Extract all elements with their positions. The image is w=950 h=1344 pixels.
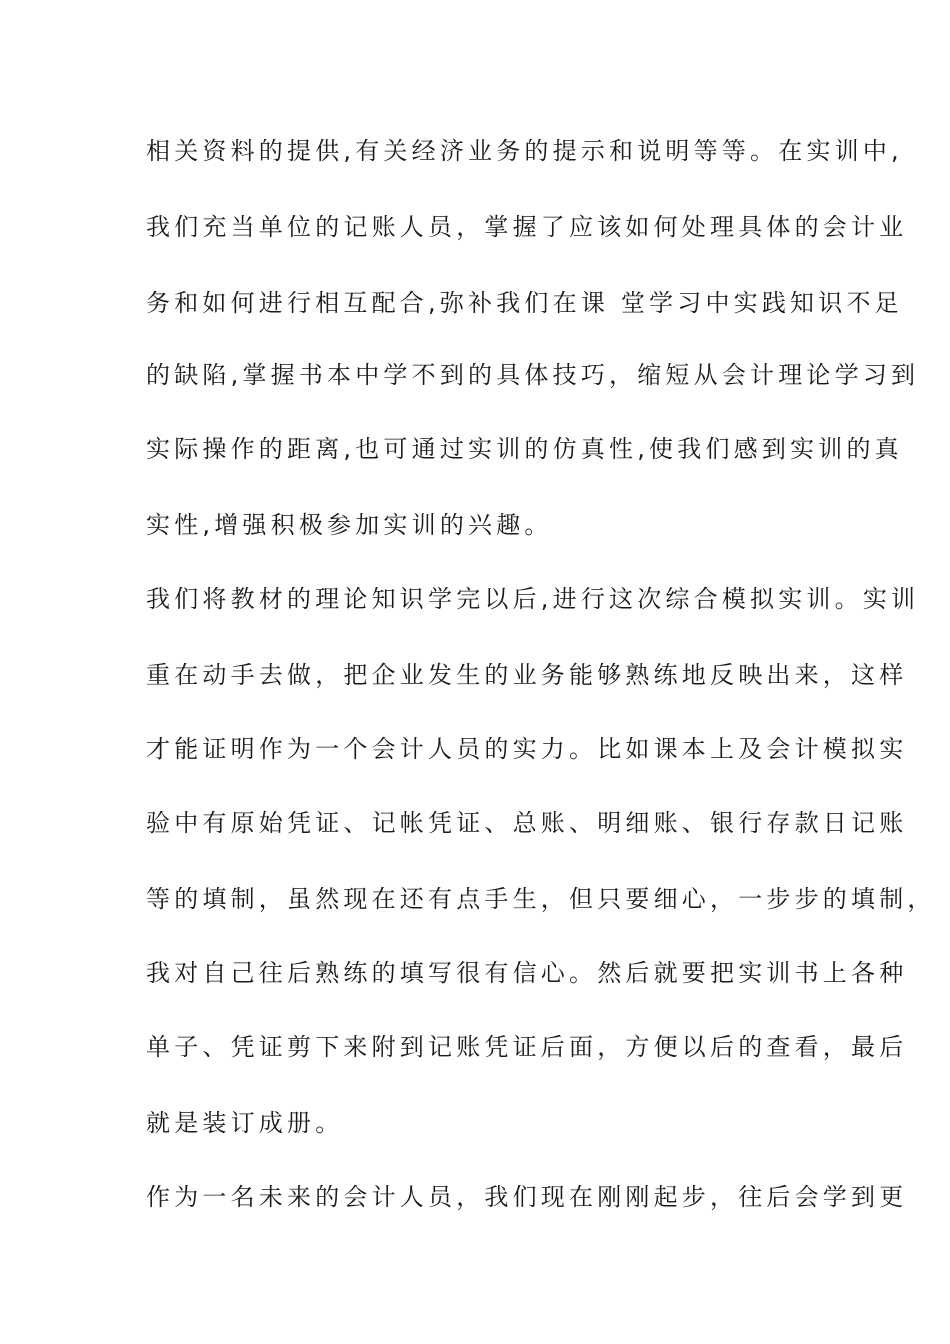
text-line: 我们将教材的理论知识学完以后,进行这次综合模拟实训。实训	[146, 585, 920, 613]
text-line: 我们充当单位的记账人员，掌握了应该如何处理具体的会计业	[146, 213, 908, 241]
text-line: 的缺陷,掌握书本中学不到的具体技巧，缩短从会计理论学习到	[146, 361, 920, 389]
text-line: 就是装订成册。	[146, 1109, 344, 1137]
text-line: 等的填制，虽然现在还有点手生，但只要细心，一步步的填制，	[146, 885, 936, 913]
text-line: 实际操作的距离,也可通过实训的仿真性,使我们感到实训的真	[146, 435, 903, 463]
text-line: 我对自己往后熟练的填写很有信心。然后就要把实训书上各种	[146, 959, 908, 987]
text-line: 单子、凭证剪下来附到记账凭证后面，方便以后的查看，最后	[146, 1033, 908, 1061]
text-line: 作为一名未来的会计人员，我们现在刚刚起步，往后会学到更	[146, 1183, 908, 1211]
text-line: 才能证明作为一个会计人员的实力。比如课本上及会计模拟实	[146, 735, 908, 763]
text-line: 重在动手去做，把企业发生的业务能够熟练地反映出来，这样	[146, 661, 908, 689]
text-line: 相关资料的提供,有关经济业务的提示和说明等等。在实训中,	[146, 137, 903, 165]
text-line: 验中有原始凭证、记帐凭证、总账、明细账、银行存款日记账	[146, 809, 908, 837]
text-line: 务和如何进行相互配合,弥补我们在课 堂学习中实践知识不足	[146, 289, 903, 317]
text-line: 实性,增强积极参加实训的兴趣。	[146, 511, 553, 539]
